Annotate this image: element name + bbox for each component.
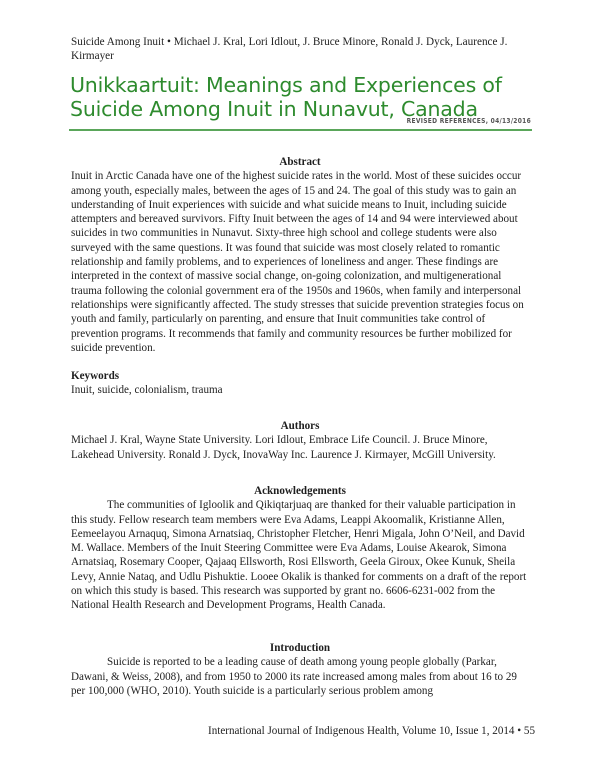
acknowledgements-text: The communities of Igloolik and Qikiqtarjuaq are thanked for their valuable participation in this study. Fellow research team members were Eva Adams, Leappi Akoomalik, Kristianne Allen, Eemeelayou Arnaquq, Simona Arnatsiaq, Christopher Fletcher, Henri Migala, John O’Neil, and David M. Wallace. Members of the Inuit Steering Committee were Eva Adams, Louise Akearok, Simona Arnatsiaq, Rosemary Cooper, Qajaaq Ellsworth, Rosi Ellsworth, Geela Giroux, Okee Kunuk, Sheila Levy, Annie Nataq, and Udlu Pishuktie. Looee Okalik is thanked for comments on a draft of the report on which this study is based. This research was supported by grant no. 6606-6231-002 from the National Health Research and Development Programs, Health Canada.: [71, 499, 527, 612]
keywords-section: [71, 369, 529, 398]
authors-text: Michael J. Kral, Wayne State University. Lori Idlout, Embrace Life Council. J. Bruce Minore, Lakehead University. Ronald J. Dyck, InovaWay Inc. Laurence J. Kirmayer, McGill University.: [71, 434, 496, 461]
introduction-section: [71, 641, 529, 698]
introduction-heading: Introduction: [269, 642, 331, 654]
page-footer: International Journal of Indigenous Health, Volume 10, Issue 1, 2014 • 55: [208, 725, 535, 737]
abstract-heading: Abstract: [279, 156, 321, 168]
introduction-text: Suicide is reported to be a leading cause of death among young people globally (Parkar, Dawani, & Weiss, 2008), and from 1950 to 2000 its rate increased among males from about 16 to 29 per 100,000 (WHO, 2010). Youth suicide is a particularly serious problem among: [71, 656, 517, 697]
acknowledgements-heading: Acknowledgements: [254, 485, 346, 497]
abstract-section: [71, 155, 529, 355]
authors-heading: Authors: [280, 420, 320, 432]
revised-note: REVISED REFERENCES, 04/13/2016: [406, 117, 531, 125]
title-divider: [69, 129, 532, 131]
abstract-text: Inuit in Arctic Canada have one of the highest suicide rates in the world. Most of these suicides occur among youth, especially males, between the ages of 15 and 24. The goal of this study was to gain an understanding of Inuit experiences with suicide and what suicide means to Inuit, including suicide attempters and bereaved survivors. Fifty Inuit between the ages of 14 and 94 were interviewed about suicides in two communities in Nunavut. Sixty-three high school and college students were also surveyed with the same questions. It was found that suicide was most closely related to romantic relationship and family problems, and to experiences of loneliness and anger. These findings are interpreted in the context of massive social change, on-going colonization, and multigenerational trauma following the colonial government era of the 1950s and 1960s, when family and interpersonal relationships were significantly affected. The study stresses that suicide prevention strategies focus on youth and family, particularly on parenting, and ensure that Inuit communities take control of prevention programs. It recommends that family and community resources be further mobilized for suicide prevention.: [71, 170, 524, 354]
keywords-text: Inuit, suicide, colonialism, trauma: [71, 384, 223, 397]
keywords-heading: Keywords: [71, 370, 120, 382]
authors-section: [71, 419, 529, 462]
running-head: Suicide Among Inuit • Michael J. Kral, Lori Idlout, J. Bruce Minore, Ronald J. Dyck, Laurence J. Kirmayer: [71, 36, 508, 62]
article-title: Unikkaartuit: Meanings and Experiences of Suicide Among Inuit in Nunavut, Canada: [70, 73, 502, 121]
acknowledgements-section: [71, 484, 529, 613]
